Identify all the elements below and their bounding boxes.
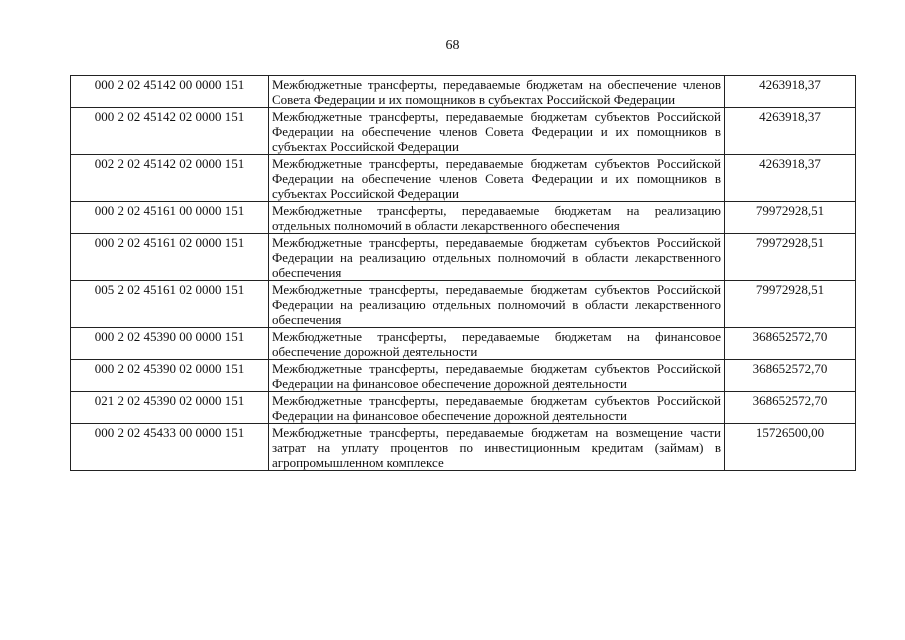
description-cell: Межбюджетные трансферты, передаваемые бюджетам на реализацию отдельных полномочий в области лекарственного обеспечения bbox=[269, 202, 725, 234]
description-cell: Межбюджетные трансферты, передаваемые бюджетам субъектов Российской Федерации на реализацию отдельных полномочий в области лекарственного обеспечения bbox=[269, 281, 725, 328]
table-row bbox=[71, 108, 856, 155]
description-cell: Межбюджетные трансферты, передаваемые бюджетам на финансовое обеспечение дорожной деятельности bbox=[269, 328, 725, 360]
table-row bbox=[71, 424, 856, 471]
budget-code-cell: 000 2 02 45390 00 0000 151 bbox=[71, 328, 269, 360]
table-row bbox=[71, 234, 856, 281]
budget-code-cell: 000 2 02 45390 02 0000 151 bbox=[71, 360, 269, 392]
description-cell: Межбюджетные трансферты, передаваемые бюджетам субъектов Российской Федерации на финансовое обеспечение дорожной деятельности bbox=[269, 392, 725, 424]
amount-cell: 368652572,70 bbox=[725, 360, 856, 392]
table-row bbox=[71, 155, 856, 202]
amount-cell: 79972928,51 bbox=[725, 202, 856, 234]
amount-cell: 79972928,51 bbox=[725, 234, 856, 281]
table-row bbox=[71, 392, 856, 424]
budget-code-cell: 000 2 02 45161 00 0000 151 bbox=[71, 202, 269, 234]
budget-code-cell: 000 2 02 45142 02 0000 151 bbox=[71, 108, 269, 155]
table-row bbox=[71, 360, 856, 392]
amount-cell: 15726500,00 bbox=[725, 424, 856, 471]
table-row bbox=[71, 202, 856, 234]
amount-cell: 4263918,37 bbox=[725, 108, 856, 155]
description-cell: Межбюджетные трансферты, передаваемые бюджетам субъектов Российской Федерации на обеспечение членов Совета Федерации и их помощников в субъектах Российской Федерации bbox=[269, 108, 725, 155]
amount-cell: 79972928,51 bbox=[725, 281, 856, 328]
page-number: 68 bbox=[445, 38, 460, 53]
amount-cell: 368652572,70 bbox=[725, 392, 856, 424]
budget-table bbox=[70, 75, 856, 471]
table-row bbox=[71, 328, 856, 360]
budget-table-body bbox=[71, 76, 856, 471]
description-cell: Межбюджетные трансферты, передаваемые бюджетам субъектов Российской Федерации на обеспечение членов Совета Федерации и их помощников в субъектах Российской Федерации bbox=[269, 155, 725, 202]
table-row bbox=[71, 76, 856, 108]
description-cell: Межбюджетные трансферты, передаваемые бюджетам субъектов Российской Федерации на реализацию отдельных полномочий в области лекарственного обеспечения bbox=[269, 234, 725, 281]
budget-code-cell: 005 2 02 45161 02 0000 151 bbox=[71, 281, 269, 328]
budget-code-cell: 000 2 02 45142 00 0000 151 bbox=[71, 76, 269, 108]
amount-cell: 4263918,37 bbox=[725, 155, 856, 202]
description-cell: Межбюджетные трансферты, передаваемые бюджетам на возмещение части затрат на уплату процентов по инвестиционным кредитам (займам) в агропромышленном комплексе bbox=[269, 424, 725, 471]
table-row bbox=[71, 281, 856, 328]
description-cell: Межбюджетные трансферты, передаваемые бюджетам на обеспечение членов Совета Федерации и их помощников в субъектах Российской Федерации bbox=[269, 76, 725, 108]
description-cell: Межбюджетные трансферты, передаваемые бюджетам субъектов Российской Федерации на финансовое обеспечение дорожной деятельности bbox=[269, 360, 725, 392]
budget-code-cell: 000 2 02 45433 00 0000 151 bbox=[71, 424, 269, 471]
amount-cell: 368652572,70 bbox=[725, 328, 856, 360]
budget-code-cell: 002 2 02 45142 02 0000 151 bbox=[71, 155, 269, 202]
budget-code-cell: 000 2 02 45161 02 0000 151 bbox=[71, 234, 269, 281]
amount-cell: 4263918,37 bbox=[725, 76, 856, 108]
budget-code-cell: 021 2 02 45390 02 0000 151 bbox=[71, 392, 269, 424]
